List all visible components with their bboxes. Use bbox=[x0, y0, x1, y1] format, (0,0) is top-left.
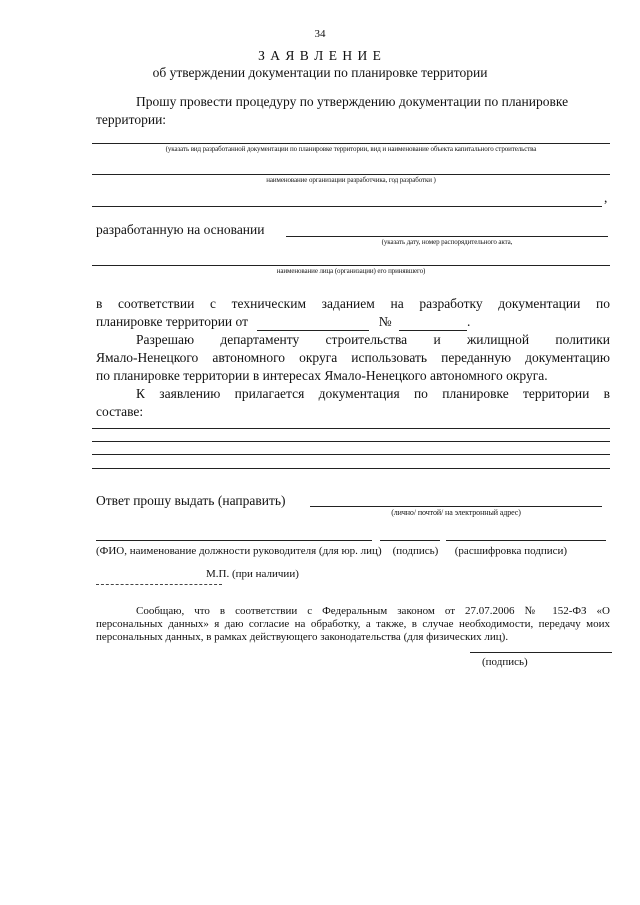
stamp-label: М.П. (при наличии) bbox=[206, 568, 299, 580]
signature-block-caption: (ФИО, наименование должности руководителя (для юр. лиц) (подпись) (расшифровка подписи) bbox=[96, 545, 568, 557]
document-subtitle: об утверждении документации по планировке территории bbox=[152, 65, 488, 80]
attachment-line-4[interactable] bbox=[92, 468, 610, 469]
answer-line[interactable] bbox=[310, 506, 602, 507]
consent-signature-caption: (подпись) bbox=[482, 656, 528, 668]
signatory-decoding-line[interactable] bbox=[446, 540, 606, 541]
permit-line-2: Ямало-Ненецкого автономного округа использовать переданную документацию bbox=[96, 350, 610, 365]
request-line-1: Прошу провести процедуру по утверждению документации по планировке bbox=[136, 94, 569, 109]
stamp-line bbox=[96, 584, 222, 585]
consent-line-2: персональных данных» я даю согласие на обработку, а также, в случае необходимости, передачу моих bbox=[96, 618, 610, 630]
task-number-label: № bbox=[378, 314, 392, 329]
task-date-field[interactable] bbox=[257, 314, 369, 331]
consent-signature-line[interactable] bbox=[470, 652, 612, 653]
extra-line[interactable] bbox=[92, 206, 602, 207]
person-line[interactable] bbox=[92, 265, 610, 266]
attach-line-2: составе: bbox=[96, 404, 144, 419]
task-period: . bbox=[467, 314, 471, 329]
signatory-signature-line[interactable] bbox=[380, 540, 440, 541]
task-line-2 bbox=[96, 314, 470, 331]
developed-basis-label: разработанную на основании bbox=[96, 222, 265, 237]
developer-caption: наименование организации разработчика, год разработки ) bbox=[266, 176, 436, 184]
page-number: 34 bbox=[314, 28, 326, 40]
attachment-line-1[interactable] bbox=[92, 428, 610, 429]
task-number-field[interactable] bbox=[399, 314, 467, 331]
doc-type-caption: (указать вид разработанной документации по планировке территории, вид и наименование объекта капитального строительства bbox=[165, 145, 537, 153]
attach-line-1: К заявлению прилагается документация по планировке территории в bbox=[136, 386, 610, 401]
consent-line-1: Сообщаю, что в соответствии с Федеральным законом от 27.07.2006 № 152-ФЗ «О bbox=[136, 605, 610, 617]
basis-line[interactable] bbox=[286, 236, 608, 237]
doc-type-line[interactable] bbox=[92, 143, 610, 144]
answer-caption: (лично/ почтой/ на электронный адрес) bbox=[391, 508, 521, 517]
permit-line-3: по планировке территории в интересах Ямало-Ненецкого автономного округа. bbox=[96, 368, 548, 383]
answer-label: Ответ прошу выдать (направить) bbox=[96, 493, 286, 508]
comma: , bbox=[604, 190, 608, 205]
task-date-label: планировке территории от bbox=[96, 314, 249, 329]
request-line-2: территории: bbox=[96, 112, 167, 127]
document-title: З А Я В Л Е Н И Е bbox=[258, 48, 382, 63]
consent-line-3: персональных данных, в рамках действующего законодательства (для физических лиц). bbox=[96, 631, 509, 643]
attachment-line-2[interactable] bbox=[92, 441, 610, 442]
person-caption: наименование лица (организации) его принявшего) bbox=[276, 267, 426, 275]
attachment-line-3[interactable] bbox=[92, 454, 610, 455]
act-caption: (указать дату, номер распорядительного акта, bbox=[381, 238, 513, 246]
task-line-1: в соответствии с техническим заданием на разработку документации по bbox=[96, 296, 610, 311]
developer-line[interactable] bbox=[92, 174, 610, 175]
permit-line-1: Разрешаю департаменту строительства и жилищной политики bbox=[136, 332, 610, 347]
signatory-name-line[interactable] bbox=[96, 540, 372, 541]
